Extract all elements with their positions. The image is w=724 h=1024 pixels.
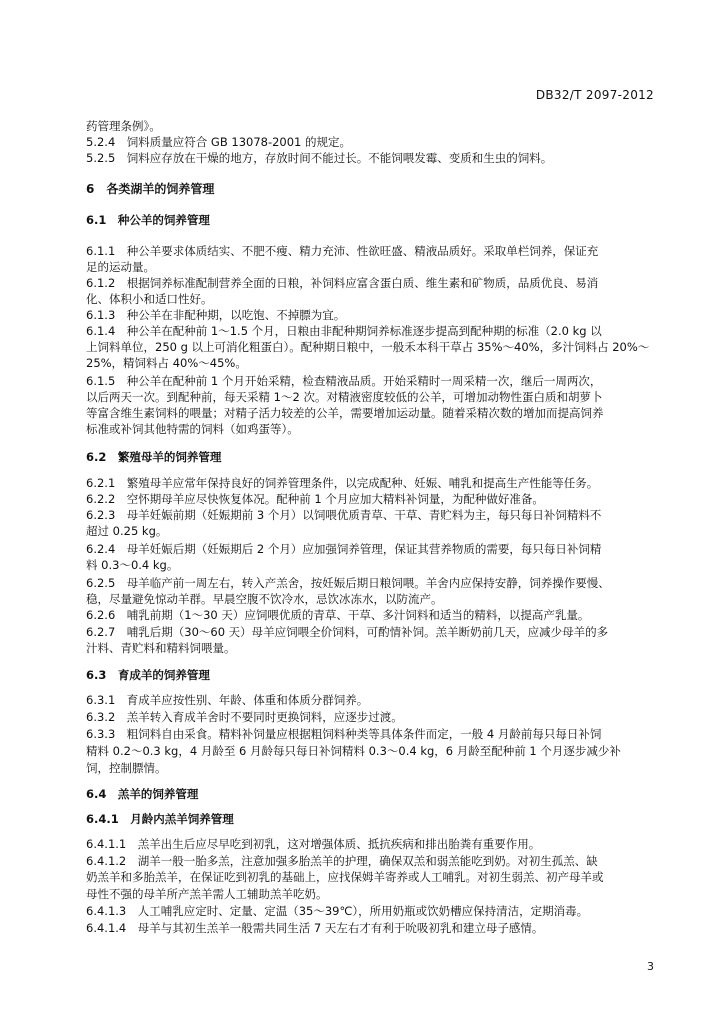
text-line: 化、体积小和适口性好。 [86,292,213,306]
text-line: 母性不强的母羊所产羔羊需人工辅助羔羊吃奶。 [86,887,328,901]
clause-6-2-4: 6.2.4 母羊妊娠后期（妊娠期后 2 个月）应加强饲养管理，保证其营养物质的需要，每只每日补饲精 [86,542,602,556]
clause-6-4-1-2: 6.4.1.2 湖羊一般一胎多羔，注意加强多胎羔羊的护理，确保双羔和弱羔能吃到奶。对初生孤羔、缺 [86,854,598,868]
text-line: 稳，尽量避免惊动羊群。早晨空腹不饮冷水，忌饮冰冻水，以防流产。 [86,592,443,606]
text-line: 饲，控制膘情。 [86,761,167,775]
clause-6-2-6: 6.2.6 哺乳前期（1～30 天）应饲喂优质的青草、干草、多汁饲料和适当的精料，以提高产乳量。 [86,608,590,622]
text-line: 足的运动量。 [86,260,155,274]
section-6-4-1-heading: 6.4.1 月龄内羔羊饲养管理 [86,812,234,826]
standard-code-header: DB32/T 2097-2012 [535,88,654,102]
clause-6-2-2: 6.2.2 空怀期母羊应尽快恢复体况。配种前 1 个月应加大精料补饲量，为配种做好准备。 [86,492,544,506]
clause-6-1-3: 6.1.3 种公羊在非配种期，以吃饱、不掉膘为宜。 [86,308,346,322]
clause-6-2-7: 6.2.7 哺乳后期（30～60 天）母羊应饲喂全价饲料，可酌情补饲。羔羊断奶前几天，应减少母羊的多 [86,625,609,639]
clause-6-1-1: 6.1.1 种公羊要求体质结实、不肥不瘦、精力充沛、性欲旺盛、精液品质好。采取单栏饲养，保证充 [86,244,599,258]
text-line: 以后两天一次。到配种前，每天采精 1～2 次。对精液密度较低的公羊，可增加动物性蛋白质和胡萝卜 [86,390,603,404]
text-line: 料 0.3～0.4 kg。 [86,558,179,572]
clause-6-2-1: 6.2.1 繁殖母羊应常年保持良好的饲养管理条件，以完成配种、妊娠、哺乳和提高生产性能等任务。 [86,476,599,490]
clause-6-2-3: 6.2.3 母羊妊娠前期（妊娠期前 3 个月）以饲喂优质青草、干草、青贮料为主，每只每日补饲精料不 [86,508,602,522]
clause-6-2-5: 6.2.5 母羊临产前一周左右，转入产羔舍，按妊娠后期日粮饲喂。羊舍内应保持安静，饲养操作要慢、 [86,576,610,590]
page-number: 3 [647,960,654,973]
text-line: 等富含维生素饲料的喂量；对精子活力较差的公羊，需要增加运动量。随着采精次数的增加而提高饲养 [86,406,604,420]
text-line: 奶羔羊和多胎羔羊，在保证吃到初乳的基础上，应找保姆羊寄养或人工哺乳。对初生弱羔、初产母羊或 [86,870,604,884]
text-line: 精料 0.2～0.3 kg，4 月龄至 6 月龄每只每日补饲精料 0.3～0.4 kg，6 月龄至配种前 1 个月逐步减少补 [86,744,621,758]
section-6-4-heading: 6.4 羔羊的饲养管理 [86,787,199,801]
text-line: 超过 0.25 kg。 [86,524,168,538]
clause-6-4-1-3: 6.4.1.3 人工哺乳应定时、定量、定温（35～39℃），所用奶瓶或饮奶槽应保持清洁，定期消毒。 [86,904,589,918]
text-line: 标准或补饲其他特需的饲料（如鸡蛋等）。 [86,422,299,436]
text-line: 上饲料单位，250 g 以上可消化粗蛋白）。配种期日粮中，一般禾本科干草占 35%～40%，多汁饲料占 20%～ [86,340,650,354]
text-line: 25%，精饲料占 40%～45%。 [86,356,247,370]
text-line: 汁料、青贮料和精料饲喂量。 [86,641,236,655]
clause-6-3-2: 6.3.2 羔羊转入育成羊舍时不要同时更换饲料，应逐步过渡。 [86,710,403,724]
clause-6-1-5: 6.1.5 种公羊在配种前 1 个月开始采精，检查精液品质。开始采精时一周采精一次，继后一周两次， [86,374,602,388]
section-6-heading: 6 各类湖羊的饲养管理 [86,182,215,196]
clause-6-3-3: 6.3.3 粗饲料自由采食。精料补饲量应根据粗饲料种类等具体条件而定，一般 4 月龄前每只每日补饲 [86,727,602,741]
clause-5-2-4: 5.2.4 饲料质量应符合 GB 13078-2001 的规定。 [86,135,352,149]
clause-6-4-1-1: 6.4.1.1 羔羊出生后应尽早吃到初乳，这对增强体质、抵抗疾病和排出胎粪有重要作用。 [86,837,541,851]
clause-6-4-1-4: 6.4.1.4 母羊与其初生羔羊一般需共同生活 7 天左右才有利于吮吸初乳和建立母子感情。 [86,921,544,935]
section-6-3-heading: 6.3 育成羊的饲养管理 [86,668,210,682]
text-line: 药管理条例》。 [86,119,161,133]
clause-6-1-2: 6.1.2 根据饲养标准配制营养全面的日粮，补饲料应富含蛋白质、维生素和矿物质，品质优良、易消 [86,276,599,290]
section-6-1-heading: 6.1 种公羊的饲养管理 [86,213,210,227]
clause-5-2-5: 5.2.5 饲料应存放在干燥的地方，存放时间不能过长。不能饲喂发霉、变质和生虫的饲料。 [86,151,553,165]
clause-6-1-4: 6.1.4 种公羊在配种前 1～1.5 个月，日粮由非配种期饲养标准逐步提高到配种期的标准（2.0 kg 以 [86,324,602,338]
section-6-2-heading: 6.2 繁殖母羊的饲养管理 [86,450,222,464]
clause-6-3-1: 6.3.1 育成羊应按性别、年龄、体重和体质分群饲养。 [86,693,369,707]
